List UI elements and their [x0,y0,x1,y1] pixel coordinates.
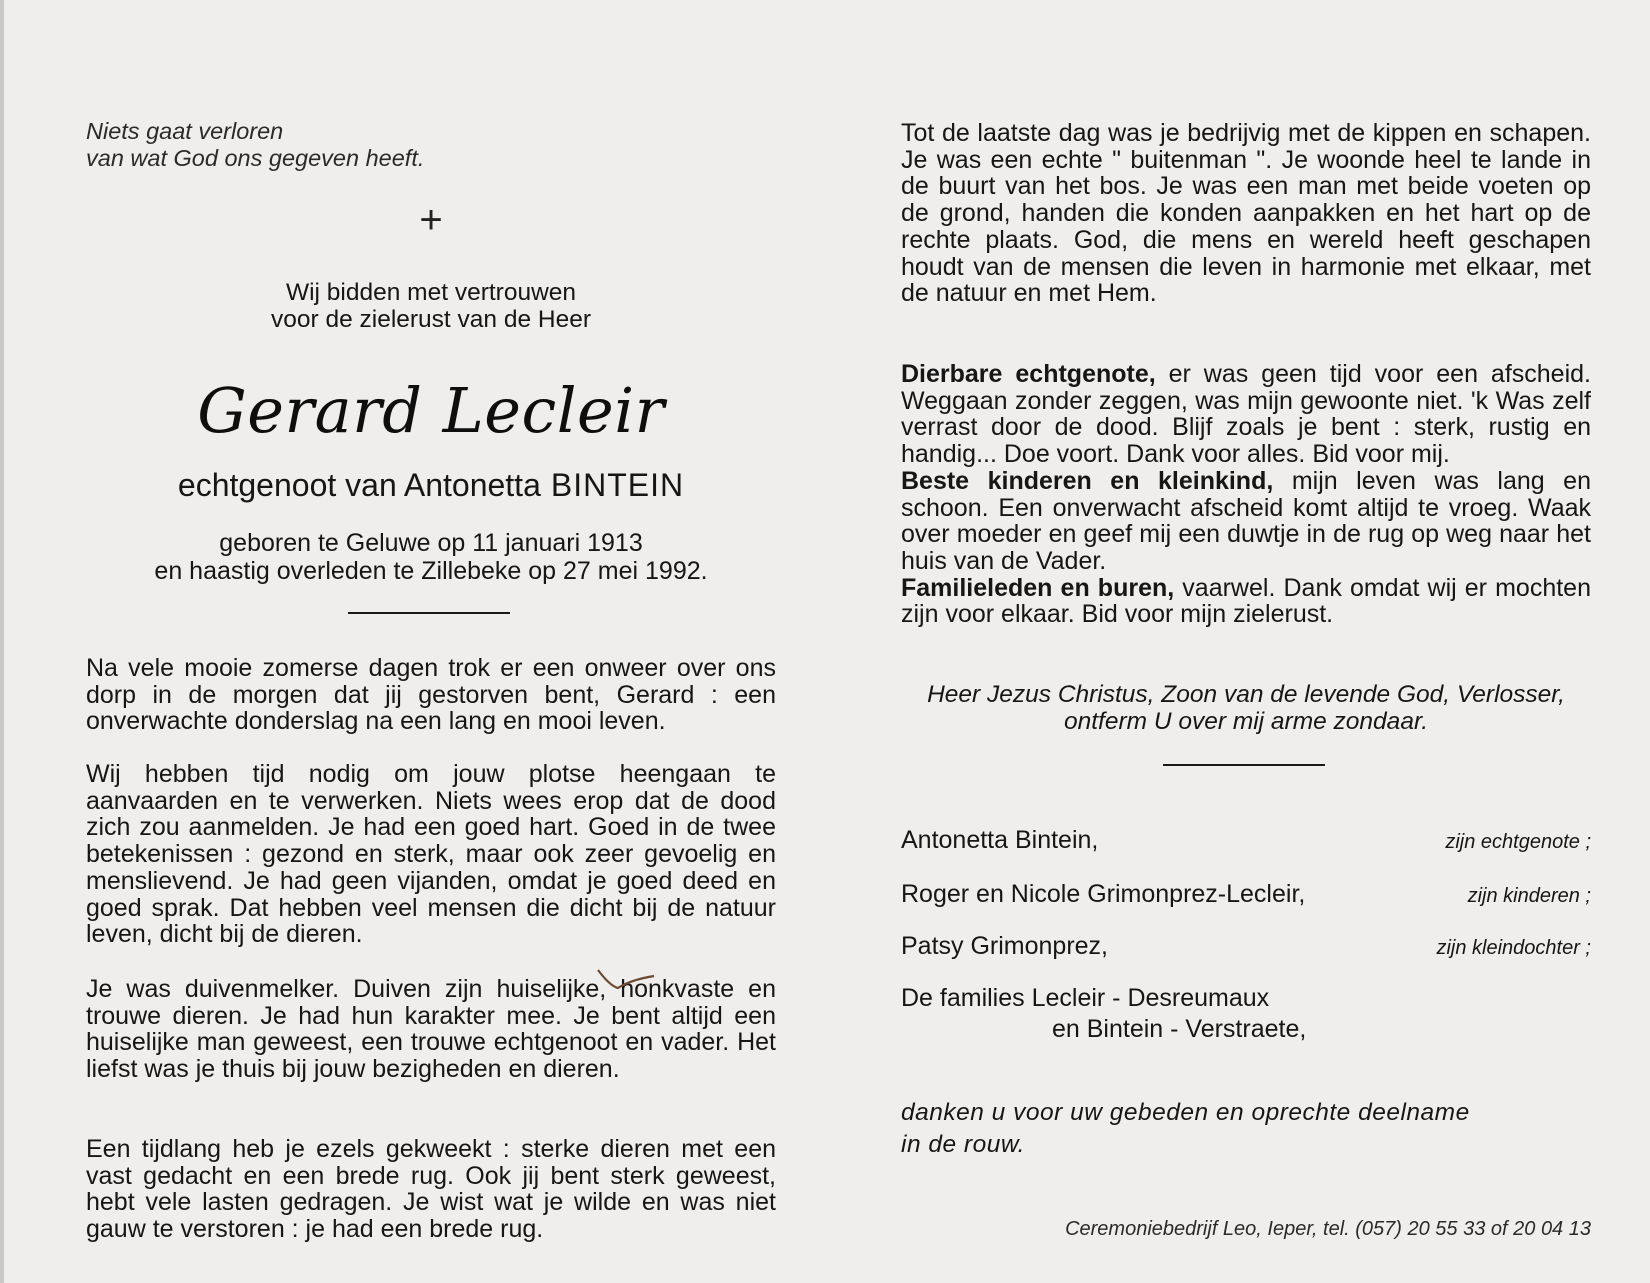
thanks-line: in de rouw. [901,1131,1025,1158]
family-member-name: Patsy Grimonprez, [901,932,1109,960]
farewell-heading: Beste kinderen en kleinkind, [901,466,1274,495]
spouse-surname: BINTEIN [550,467,685,503]
farewell-heading: Familieleden en buren, [901,573,1175,602]
farewell-children [901,468,1591,575]
paragraph-outdoorsman: Tot de laatste dag was je bedrijvig met de kippen en schapen. Je was een echte " buitenman ". Je woonde heel te lande in de buurt van het bos. Je was een man met beide voeten op de grond, handen die konden aanpakken en het hart op de rechte plaats. God, die mens en wereld heeft geschapen houdt van de mensen die leven in harmonie met elkaar, met de natuur en met Hem. [901,119,1591,308]
prayer-text [86,279,776,333]
family-relation: zijn kinderen ; [1467,885,1591,907]
farewell-text: vaarwel. Dank omdat wij er mochten zijn voor elkaar. Bid voor mijn zielerust. [901,573,1591,629]
birth-line: geboren te Geluwe op 11 januari 1913 [219,529,643,557]
spouse-line [86,466,776,504]
closing-prayer [901,681,1591,735]
extended-families [901,983,1591,1045]
thanks-line: danken u voor uw gebeden en oprechte deelname [901,1099,1470,1126]
farewell-text: mijn leven was lang en schoon. Een onverwacht afscheid komt altijd te vroeg. Waak over moeder en geef mij een duwtje in de rug op weg naar het huis van de Vader. [901,466,1591,575]
farewell-family [901,575,1591,628]
closing-prayer-line: Heer Jezus Christus, Zoon van de levende God, Verlosser, [927,681,1565,708]
prayer-line: voor de zielerust van de Heer [270,306,592,333]
family-relation: zijn echtgenote ; [1445,831,1591,853]
death-line: en haastig overleden te Zillebeke op 27 mei 1992. [154,557,708,585]
spouse-prefix: echtgenoot van Antonetta [177,467,541,503]
opening-quote [86,118,606,172]
family-member-name: Antonetta Bintein, [901,826,1099,854]
family-relation: zijn kleindochter ; [1436,937,1591,959]
families-line: en Bintein - Verstraete, [1052,1015,1307,1043]
paragraph-pigeons: Je was duivenmelker. Duiven zijn huiselijke, honkvaste en trouwe dieren. Je had hun karakter mee. Je bent altijd een huiselijke man geweest, een trouwe echtgenoot en vader. Het liefst was je thuis bij jouw bezigheden en dieren. [86,975,776,1084]
farewell-messages [901,361,1591,628]
farewell-heading: Dierbare echtgenote, [901,360,1156,388]
paragraph-storm: Na vele mooie zomerse dagen trok er een onweer over ons dorp in de morgen dat jij gestorven bent, Gerard : een onverwachte donderslag na een lang en mooi leven. [86,654,776,736]
paragraph-good-heart: Wij hebben tijd nodig om jouw plotse heengaan te aanvaarden en te verwerken. Niets wees erop dat de dood zich zou aanmelden. Je had een goed hart. Goed in de twee betekenissen : gezond en sterk, maar ook zeer gevoelig en menslievend. Je had geen vijanden, omdat je goed deed en goed sprak. Dat hebben veel mensen die dicht bij de natuur leven, dicht bij de dieren. [86,760,776,949]
deceased-name: Gerard Lecleir [197,374,665,447]
farewell-spouse [901,361,1591,468]
families-line: De families Lecleir - Desreumaux [901,984,1270,1012]
paragraph-donkeys: Een tijdlang heb je ezels gekweekt : sterke dieren met een vast gedacht en een brede rug. Ook jij bent sterk geweest, hebt vele lasten gedragen. Je wist wat je wilde en was niet gauw te verstoren : je had een brede rug. [86,1135,776,1244]
family-row [901,931,1591,963]
life-dates [86,529,776,585]
funeral-home: Ceremoniebedrijf Leo, Ieper, tel. (057) 20 55 33 of 20 04 13 [1065,1218,1591,1240]
quote-line: Niets gaat verloren [86,118,284,144]
divider [348,612,510,614]
family-member-name: Roger en Nicole Grimonprez-Lecleir, [901,880,1306,908]
divider [1163,764,1325,766]
farewell-text: er was geen tijd voor een afscheid. Weggaan zonder zeggen, was mijn gewoonte niet. 'k Was zelf verrast door de dood. Blijf zoals je bent : sterk, rustig en handig... Doe voort. Dank voor alles. Bid voor mij. [901,360,1591,469]
ink-mark-icon [596,966,656,996]
cross-icon: + [419,198,443,242]
closing-prayer-line: ontferm U over mij arme zondaar. [1064,708,1428,735]
prayer-line: Wij bidden met vertrouwen [285,279,577,306]
family-row [901,879,1591,911]
thanks-text [901,1097,1591,1161]
family-row [901,825,1591,857]
quote-line: van wat God ons gegeven heeft. [86,145,425,171]
